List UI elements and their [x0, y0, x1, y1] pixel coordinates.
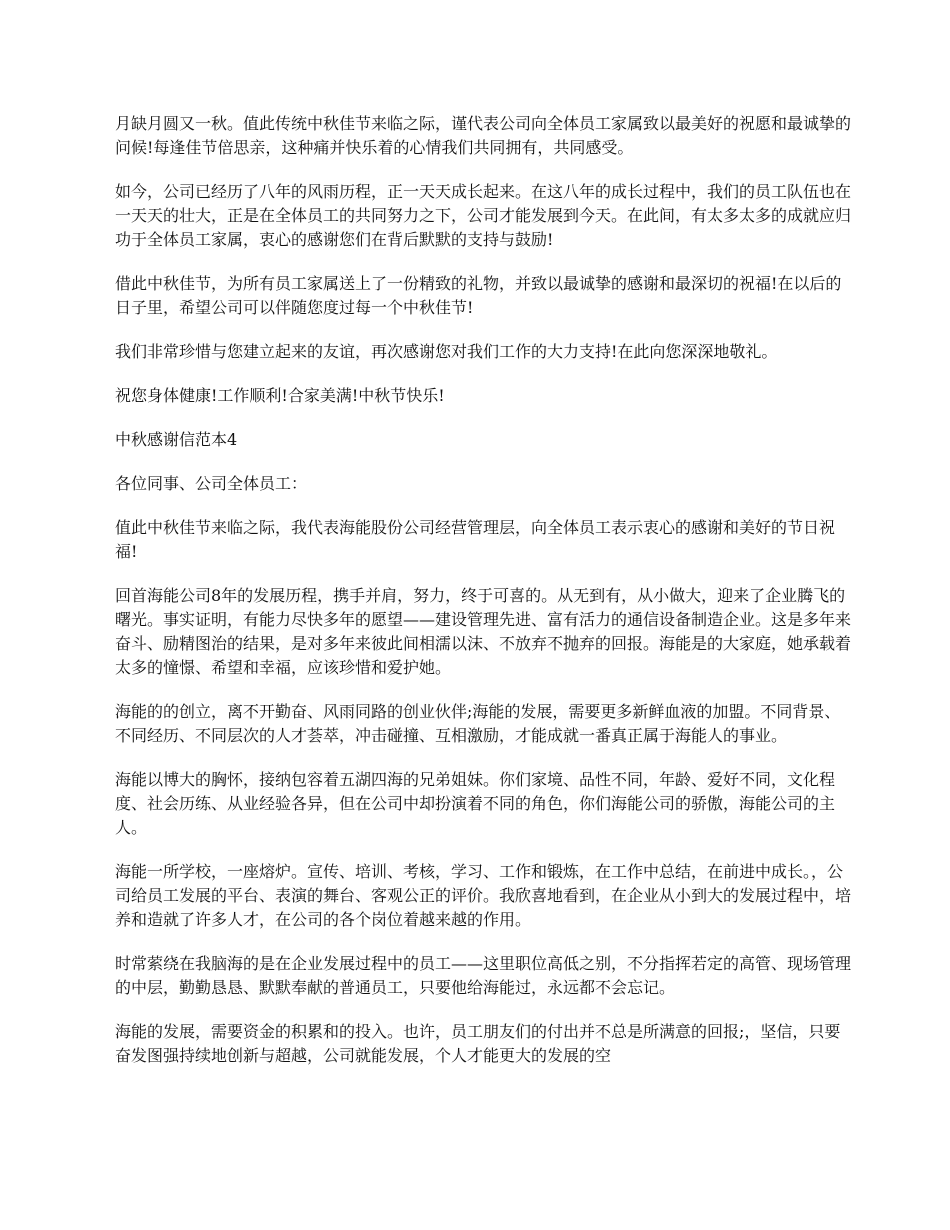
paragraph-remember-employees: 时常萦绕在我脑海的是在企业发展过程中的员工——这里职位高低之别，不分指挥若定的高管、现场管理的中层，勤勤恳恳、默默奉献的普通员工，只要他给海能过，永远都不会忘记。 [115, 954, 852, 997]
paragraph-wishes: 祝您身体健康!工作顺利!合家美满!中秋节快乐! [115, 386, 445, 405]
paragraph-company-history: 如今，公司已经历了八年的风雨历程，正一天天成长起来。在这八年的成长过程中，我们的员工队伍也在一天天的壮大，正是在全体员工的共同努力之下，公司才能发展到今天。在此间，有太多太多的成就应归功于全体员工家属，衷心的感谢您们在背后默默的支持与鼓励! [115, 182, 852, 249]
paragraph-festival-thanks: 值此中秋佳节来临之际，我代表海能股份公司经营管理层，向全体员工表示衷心的感谢和美好的节日祝福! [115, 518, 836, 561]
paragraph-school-furnace: 海能一所学校，一座熔炉。宣传、培训、考核，学习、工作和锻炼，在工作中总结，在前进中成长。，公司给员工发展的平台、表演的舞台、客观公正的评价。我欣喜地看到，在企业从小到大的发展过程中，培养和造就了许多人才，在公司的各个岗位着越来越的作用。 [115, 862, 852, 929]
section-heading-sample-4: 中秋感谢信范本4 [115, 430, 238, 449]
paragraph-founding-partners: 海能的的创立，离不开勤奋、风雨同路的创业伙伴;海能的发展，需要更多新鲜血液的加盟。不同背景、不同经历、不同层次的人才荟萃，冲击碰撞、互相激励，才能成就一番真正属于海能人的事业。 [115, 702, 841, 745]
document-body [115, 112, 855, 1088]
paragraph-greeting-intro: 月缺月圆又一秋。值此传统中秋佳节来临之际，谨代表公司向全体员工家属致以最美好的祝愿和最诚挚的问候!每逢佳节倍思亲，这种痛并快乐着的心情我们共同拥有，共同感受。 [115, 114, 852, 157]
paragraph-capital-investment: 海能的发展，需要资金的积累和的投入。也许，员工朋友们的付出并不总是所满意的回报;，坚信，只要奋发图强持续地创新与超越，公司就能发展，个人才能更大的发展的空 [115, 1022, 841, 1065]
paragraph-development-review: 回首海能公司8年的发展历程，携手并肩，努力，终于可喜的。从无到有，从小做大，迎来了企业腾飞的曙光。事实证明，有能力尽快多年的愿望——建设管理先进、富有活力的通信设备制造企业。这是多年来奋斗、励精图治的结果，是对多年来彼此间相濡以沫、不放弃不抛弃的回报。海能是的大家庭，她承载着太多的憧憬、希望和幸福，应该珍惜和爱护她。 [115, 586, 852, 677]
paragraph-gift-blessing: 借此中秋佳节，为所有员工家属送上了一份精致的礼物，并致以最诚挚的感谢和最深切的祝福!在以后的日子里，希望公司可以伴随您度过每一个中秋佳节! [115, 274, 842, 317]
paragraph-embrace-staff: 海能以博大的胸怀，接纳包容着五湖四海的兄弟姐妹。你们家境、品性不同，年龄、爱好不同，文化程度、社会历练、从业经验各异，但在公司中却扮演着不同的角色，你们海能公司的骄傲，海能公司的主人。 [115, 770, 836, 837]
paragraph-thanks-friendship: 我们非常珍惜与您建立起来的友谊，再次感谢您对我们工作的大力支持!在此向您深深地敬礼。 [115, 342, 778, 361]
salutation: 各位同事、公司全体员工： [115, 474, 308, 493]
